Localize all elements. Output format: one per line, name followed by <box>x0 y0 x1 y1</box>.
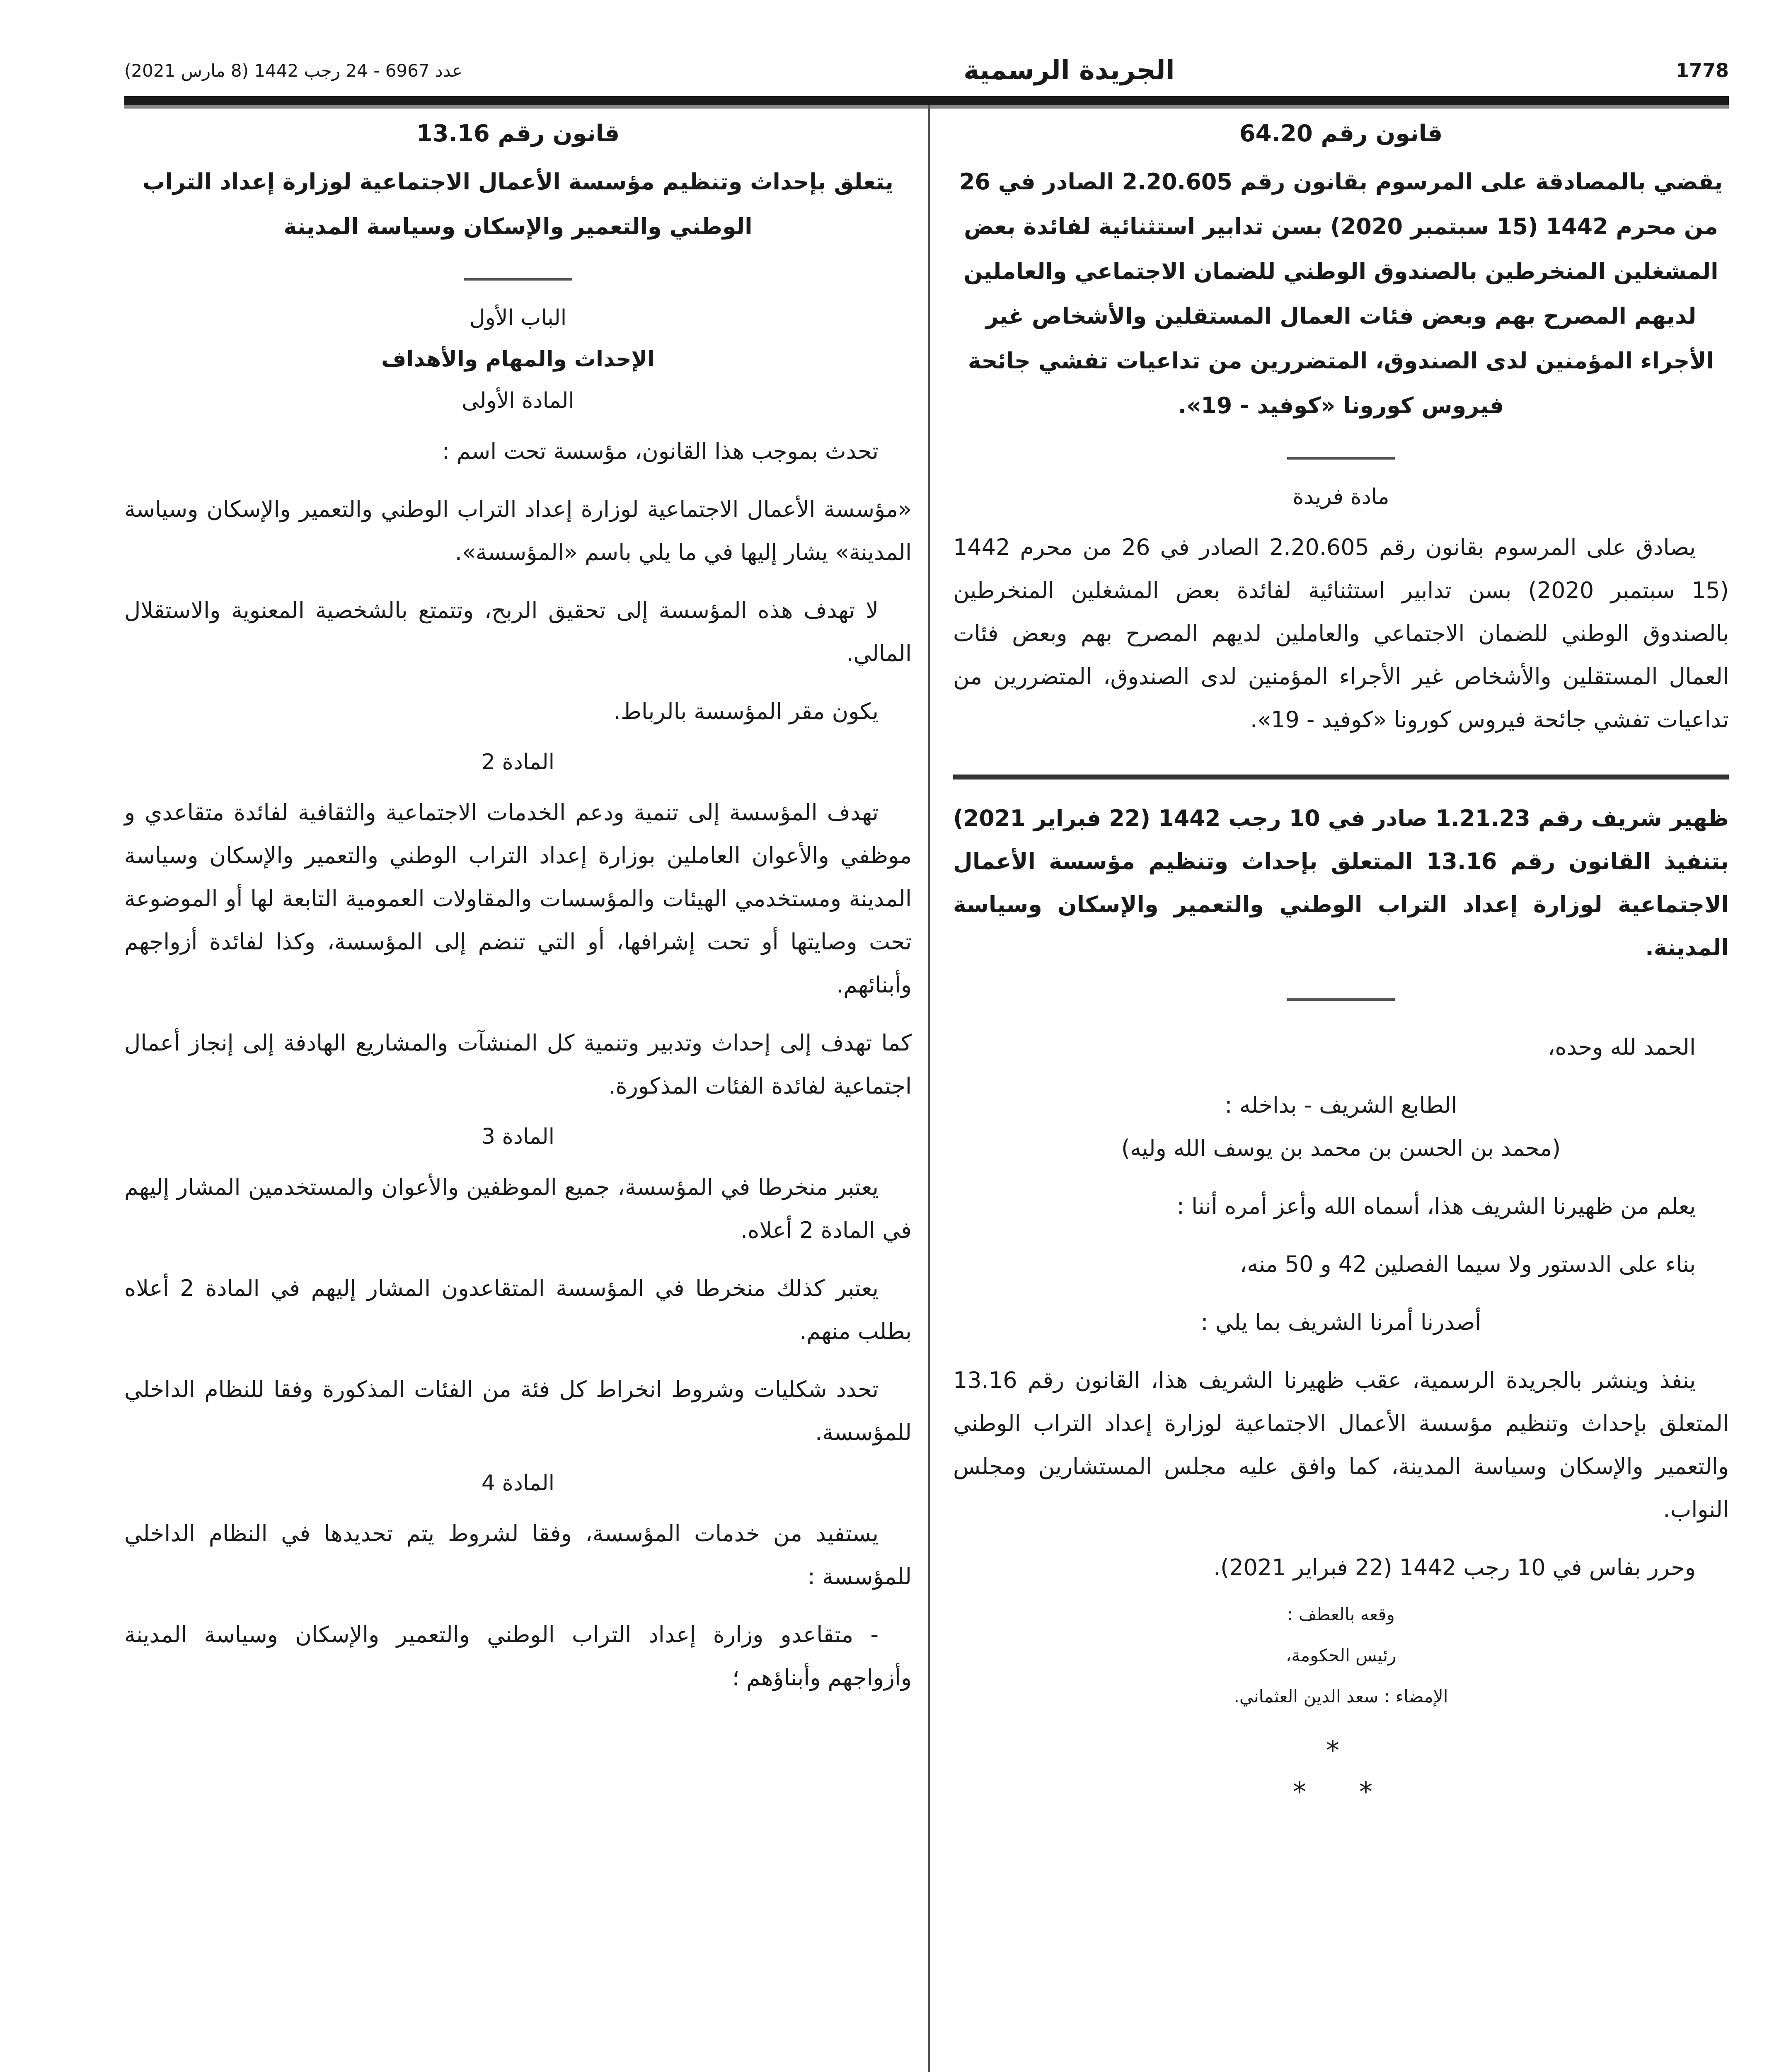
article-paragraph: كما تهدف إلى إحداث وتدبير وتنمية كل المنشآت والمشاريع الهادفة إلى إنجاز أعمال اجتماعية لفائدة الفئات المذكورة. <box>124 1030 912 1099</box>
article-title: المادة الأولى <box>462 388 574 413</box>
issue-info: عدد 6967 - 24 رجب 1442 (8 مارس 2021) <box>124 60 462 81</box>
star: * <box>1359 1777 1372 1808</box>
article-paragraph: - متقاعدو وزارة إعداد التراب الوطني والتعمير والإسكان وسياسة المدينة وأزواجهم وأبناؤهم ؛ <box>124 1622 912 1691</box>
dahir-praise: الحمد لله وحده، <box>1547 1034 1696 1060</box>
law-13-16-subtitle: يتعلق بإحداث وتنظيم مؤسسة الأعمال الاجتماعية لوزارة إعداد التراب الوطني والتعمير والإسكان وسياسة المدينة <box>143 169 893 240</box>
dahir-done-at: وحرر بفاس في 10 رجب 1442 (22 فبراير 2021). <box>1213 1554 1696 1581</box>
dahir-basis: بناء على الدستور ولا سيما الفصلين 42 و 50 منه، <box>1239 1251 1696 1277</box>
article-paragraph: تحدث بموجب هذا القانون، مؤسسة تحت اسم : <box>442 438 879 464</box>
article-paragraph: يعتبر منخرطا في المؤسسة، جميع الموظفين والأعوان والمستخدمين المشار إليهم في المادة 2 أعلاه. <box>124 1174 912 1243</box>
law-64-20-subtitle: يقضي بالمصادقة على المرسوم بقانون رقم 2.20.605 الصادر في 26 من محرم 1442 (15 سبتمبر 2020) بسن تدابير استثنائية لفائدة بعض المشغلين المنخرطين بالصندوق الوطني للضمان الاجتماعي والعاملين لديهم المصرح بهم وبعض فئات العمال المستقلين والأشخاص غير الأجراء المؤمنين لدى الصندوق، المتضررين من تداعيات تفشي جائحة فيروس كورونا «كوفيد - 19». <box>959 169 1723 419</box>
gazette-title: الجريدة الرسمية <box>963 55 1175 86</box>
dahir-seal-name: (محمد بن الحسن بن محمد بن يوسف الله وليه) <box>1121 1135 1561 1161</box>
separator <box>1287 457 1395 460</box>
article-title: المادة 3 <box>481 1124 555 1149</box>
section-rule <box>953 775 1729 780</box>
article-paragraph: تحدد شكليات وشروط انخراط كل فئة من الفئات المذكورة وفقا للنظام الداخلي للمؤسسة. <box>124 1376 912 1445</box>
signatory-role: رئيس الحكومة، <box>1285 1645 1396 1665</box>
dahir-title: ظهير شريف رقم 1.21.23 صادر في 10 رجب 1442 (22 فبراير 2021) بتنفيذ القانون رقم 13.16 المتعلق بإحداث وتنظيم مؤسسة الأعمال الاجتماعية لوزارة إعداد التراب الوطني والتعمير والإسكان وسياسة المدينة. <box>953 805 1729 961</box>
article-text: يصادق على المرسوم بقانون رقم 2.20.605 الصادر في 26 من محرم 1442 (15 سبتمبر 2020) بسن تدابير استثنائية لفائدة بعض المشغلين المنخرطين بالصندوق الوطني للضمان الاجتماعي والعاملين لديهم المصرح بهم وبعض فئات العمال المستقلين والأشخاص غير الأجراء المؤمنين لدى الصندوق، المتضررين من تداعيات تفشي جائحة فيروس كورونا «كوفيد - 19». <box>953 534 1729 733</box>
signature: الإمضاء : سعد الدين العثماني. <box>1234 1686 1448 1706</box>
law-13-16-title: قانون رقم 13.16 <box>416 120 620 147</box>
dahir-seal: الطابع الشريف - بداخله : <box>1225 1092 1457 1118</box>
page-number: 1778 <box>1675 59 1729 82</box>
article-3 <box>124 1124 912 1454</box>
article-2 <box>124 750 912 1108</box>
chapter-title: الإحداث والمهام والأهداف <box>381 347 655 372</box>
countersign-label: وقعه بالعطف : <box>1287 1604 1395 1624</box>
law-64-20-title: قانون رقم 64.20 <box>1239 120 1443 147</box>
separator <box>1287 998 1395 1001</box>
article-paragraph: يستفيد من خدمات المؤسسة، وفقا لشروط يتم تحديدها في النظام الداخلي للمؤسسة : <box>124 1520 912 1590</box>
left-column <box>124 120 912 1714</box>
end-stars <box>953 1727 1729 1835</box>
article-4 <box>124 1471 912 1699</box>
header-rule <box>124 96 1729 109</box>
dahir-body: ينفذ وينشر بالجريدة الرسمية، عقب ظهيرنا الشريف هذا، القانون رقم 13.16 المتعلق بإحداث وتنظيم مؤسسة الأعمال الاجتماعية لوزارة إعداد التراب الوطني والتعمير والإسكان وسياسة المدينة، كما وافق عليه مجلس المستشارين ومجلس النواب. <box>953 1367 1729 1523</box>
article-paragraph: يكون مقر المؤسسة بالرباط. <box>613 698 879 724</box>
column-divider <box>928 105 930 2072</box>
star: * <box>1326 1736 1339 1766</box>
article-title: المادة 4 <box>481 1471 555 1496</box>
article-paragraph: «مؤسسة الأعمال الاجتماعية لوزارة إعداد التراب الوطني والتعمير والإسكان وسياسة المدينة» يشار إليها في ما يلي باسم «المؤسسة». <box>124 496 912 565</box>
article-paragraph: تهدف المؤسسة إلى تنمية ودعم الخدمات الاجتماعية والثقافية لفائدة متقاعدي و موظفي والأعوان العاملين بوزارة إعداد التراب الوطني والتعمير والإسكان وسياسة المدينة ومستخدمي الهيئات والمؤسسات والمقاولات العمومية التابعة لها أو الموضوعة تحت وصايتها أو تحت إشرافها، أو التي تنضم إلى المؤسسة، وكذا لفائدة أزواجهم وأبنائهم. <box>124 799 912 998</box>
chapter-label: الباب الأول <box>469 305 567 330</box>
article-title: المادة 2 <box>481 750 555 775</box>
right-column <box>953 120 1729 1835</box>
dahir-intro: يعلم من ظهيرنا الشريف هذا، أسماه الله وأعز أمره أننا : <box>1176 1193 1696 1219</box>
separator <box>464 278 572 281</box>
article-1 <box>124 388 912 733</box>
star: * <box>1293 1777 1306 1808</box>
article-paragraph: لا تهدف هذه المؤسسة إلى تحقيق الربح، وتتمتع بالشخصية المعنوية والاستقلال المالي. <box>124 597 912 666</box>
dahir-decree: أصدرنا أمرنا الشريف بما يلي : <box>1200 1309 1481 1335</box>
article-paragraph: يعتبر كذلك منخرطا في المؤسسة المتقاعدون المشار إليهم في المادة 2 أعلاه بطلب منهم. <box>124 1275 912 1344</box>
page-header <box>124 46 1729 95</box>
article-title: مادة فريدة <box>1292 484 1389 509</box>
